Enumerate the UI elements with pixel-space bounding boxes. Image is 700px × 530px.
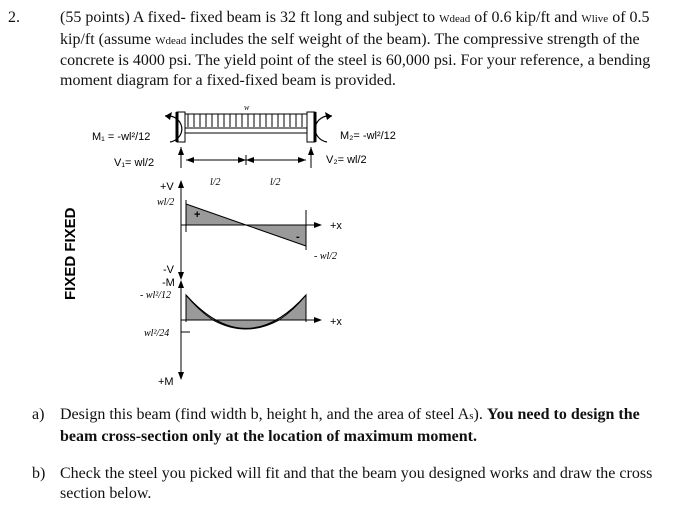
- v1-arrow: [178, 147, 184, 155]
- w-dead-symbol-2: Wdead: [155, 34, 187, 47]
- plus-m-label: +M: [158, 376, 174, 388]
- problem-text: (55 points) A fixed- fixed beam is 32 ft long and subject to Wdead of 0.6 kip/ft and Wlive of 0.5 kip/ft (assume Wdead includes the self weight of the beam). The compressive strength of the concrete is 4000 psi. The yield point of the steel is 60,000 psi. For your reference, a bending moment diagram for a fixed-fixed beam is provided.: [60, 9, 651, 89]
- m2-label: M₂= -wl²/12: [340, 130, 396, 142]
- moment-positive-region: [213, 320, 279, 329]
- question-b-letter: b): [32, 465, 46, 482]
- minus-wl2-label: - wl/2: [314, 251, 338, 262]
- minus-wl2-12-label: - wl²/12: [140, 290, 172, 301]
- w-live-symbol: Wlive: [581, 13, 609, 25]
- v2-arrow: [308, 147, 314, 155]
- w-dead-symbol: Wdead: [439, 13, 471, 25]
- question-a-bold: You need to design the beam cross-section only at the location of maximum moment.: [60, 406, 640, 445]
- plus-x-label: +x: [330, 220, 342, 232]
- wl2-top-label: wl/2: [157, 197, 175, 208]
- shear-minus-sign: -: [296, 231, 300, 243]
- problem-number: 2.: [8, 9, 20, 26]
- question-a-letter: a): [32, 406, 45, 423]
- side-label: FIXED FIXED: [62, 207, 79, 300]
- load-label: w: [244, 103, 250, 112]
- right-moment-arc: [315, 116, 332, 142]
- minus-m-label: -M: [162, 277, 175, 289]
- half-span-right: l/2: [270, 177, 281, 188]
- m1-label: M₁ = -wl²/12: [92, 131, 151, 143]
- half-span-left: l/2: [210, 177, 221, 188]
- right-fixed-support: [307, 112, 315, 142]
- question-b-text: Check the steel you picked will fit and that the beam you designed works and draw the cross section below.: [60, 465, 653, 502]
- shear-plus-sign: +: [194, 209, 201, 221]
- problem-points: (55 points): [60, 9, 130, 26]
- beam: [185, 128, 307, 133]
- v1-label: V₁= wl/2: [114, 157, 155, 169]
- distributed-load: [185, 114, 307, 127]
- plus-v-label: +V: [160, 181, 174, 193]
- question-a-text: Design this beam (find width b, height h, and the area of steel As). You need to design the beam cross-section only at the location of maximum moment.: [60, 406, 640, 445]
- minus-v-label: -V: [163, 264, 174, 276]
- wl2-24-label: wl²/24: [144, 328, 170, 339]
- plus-x-label-2: +x: [330, 316, 342, 328]
- v2-label: V₂= wl/2: [326, 154, 367, 166]
